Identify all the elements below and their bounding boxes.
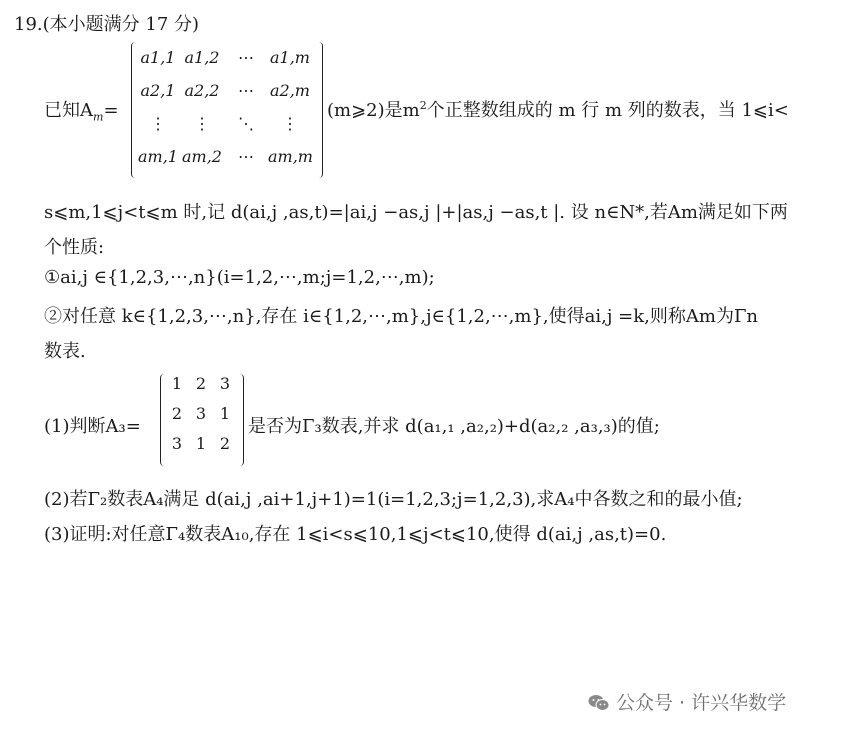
matrix-cell: ⋯ xyxy=(238,147,254,166)
matrix-cell: 2 xyxy=(195,374,207,393)
matrix-cell: a1,2 xyxy=(184,48,220,67)
intro-suffix-2: 个正整数组成的 m 行 m 列的数表，当 1⩽i< xyxy=(426,100,789,121)
matrix-cell: ⋮ xyxy=(194,114,210,133)
matrix-cell: am,m xyxy=(268,147,313,166)
definition-line: s⩽m,1⩽j<t⩽m 时,记 d(ai,j ,as,t)=|ai,j −as,j |+|as,j −as,t |. 设 n∈N*,若Am满足如下两 xyxy=(44,202,788,223)
watermark-text: 公众号 · 许兴华数学 xyxy=(616,692,787,714)
question-1-suffix: 是否为Γ₃数表,并求 d(a₁,₁ ,a₂,₂)+d(a₂,₂ ,a₃,₃)的值; xyxy=(248,416,660,437)
watermark xyxy=(588,688,786,715)
matrix-cell: ⋯ xyxy=(238,48,254,67)
matrix-cell: a1,m xyxy=(270,48,310,67)
matrix-cell: a2,2 xyxy=(184,81,220,100)
matrix-cell: 2 xyxy=(219,434,231,453)
matrix-cell: am,1 xyxy=(138,147,178,166)
matrix-cell: 1 xyxy=(219,404,231,423)
question-2: (2)若Γ₂数表A₄满足 d(ai,j ,ai+1,j+1)=1(i=1,2,3;j=1,2,3),求A₄中各数之和的最小值; xyxy=(44,489,743,510)
question-3: (3)证明:对任意Γ₄数表A₁₀,存在 1⩽i<s⩽10,1⩽j<t⩽10,使得 d(ai,j ,as,t)=0. xyxy=(44,524,667,545)
intro-eq: = xyxy=(103,100,119,121)
matrix-cell: a2,1 xyxy=(140,81,176,100)
property-1: ①ai,j ∈{1,2,3,⋯,n}(i=1,2,⋯,m;j=1,2,⋯,m); xyxy=(44,267,435,288)
matrix-cell: 3 xyxy=(171,434,183,453)
intro-text: 已知A xyxy=(44,100,93,121)
matrix-cell: am,2 xyxy=(182,147,222,166)
wechat-icon xyxy=(588,694,610,712)
intro-suffix-1: (m⩾2)是m xyxy=(327,100,420,121)
matrix-cell: 3 xyxy=(219,374,231,393)
problem-heading: 19.(本小题满分 17 分) xyxy=(14,14,200,35)
matrix-cell: 2 xyxy=(171,404,183,423)
matrix-a3 xyxy=(160,374,244,466)
matrix-cell: 1 xyxy=(171,374,183,393)
properties-intro: 个性质: xyxy=(44,237,105,258)
intro-suffix xyxy=(327,96,789,122)
matrix-cell: 1 xyxy=(195,434,207,453)
matrix-cell: 3 xyxy=(195,404,207,423)
property-2: ②对任意 k∈{1,2,3,⋯,n},存在 i∈{1,2,⋯,m},j∈{1,2,⋯,m},使得ai,j =k,则称Am为Γn xyxy=(44,306,759,327)
matrix-cell: ⋮ xyxy=(150,114,166,133)
matrix-cell: ⋮ xyxy=(282,114,298,133)
property-2-end: 数表. xyxy=(44,341,86,362)
matrix-cell: ⋱ xyxy=(238,114,254,133)
matrix-general xyxy=(131,42,323,178)
intro-prefix xyxy=(44,96,119,124)
matrix-cell: a1,1 xyxy=(140,48,176,67)
matrix-cell: ⋯ xyxy=(238,81,254,100)
matrix-cell: a2,m xyxy=(270,81,310,100)
question-1-prefix: (1)判断A₃= xyxy=(44,416,141,437)
intro-sup: 2 xyxy=(419,99,427,112)
intro-sub: m xyxy=(93,110,104,124)
